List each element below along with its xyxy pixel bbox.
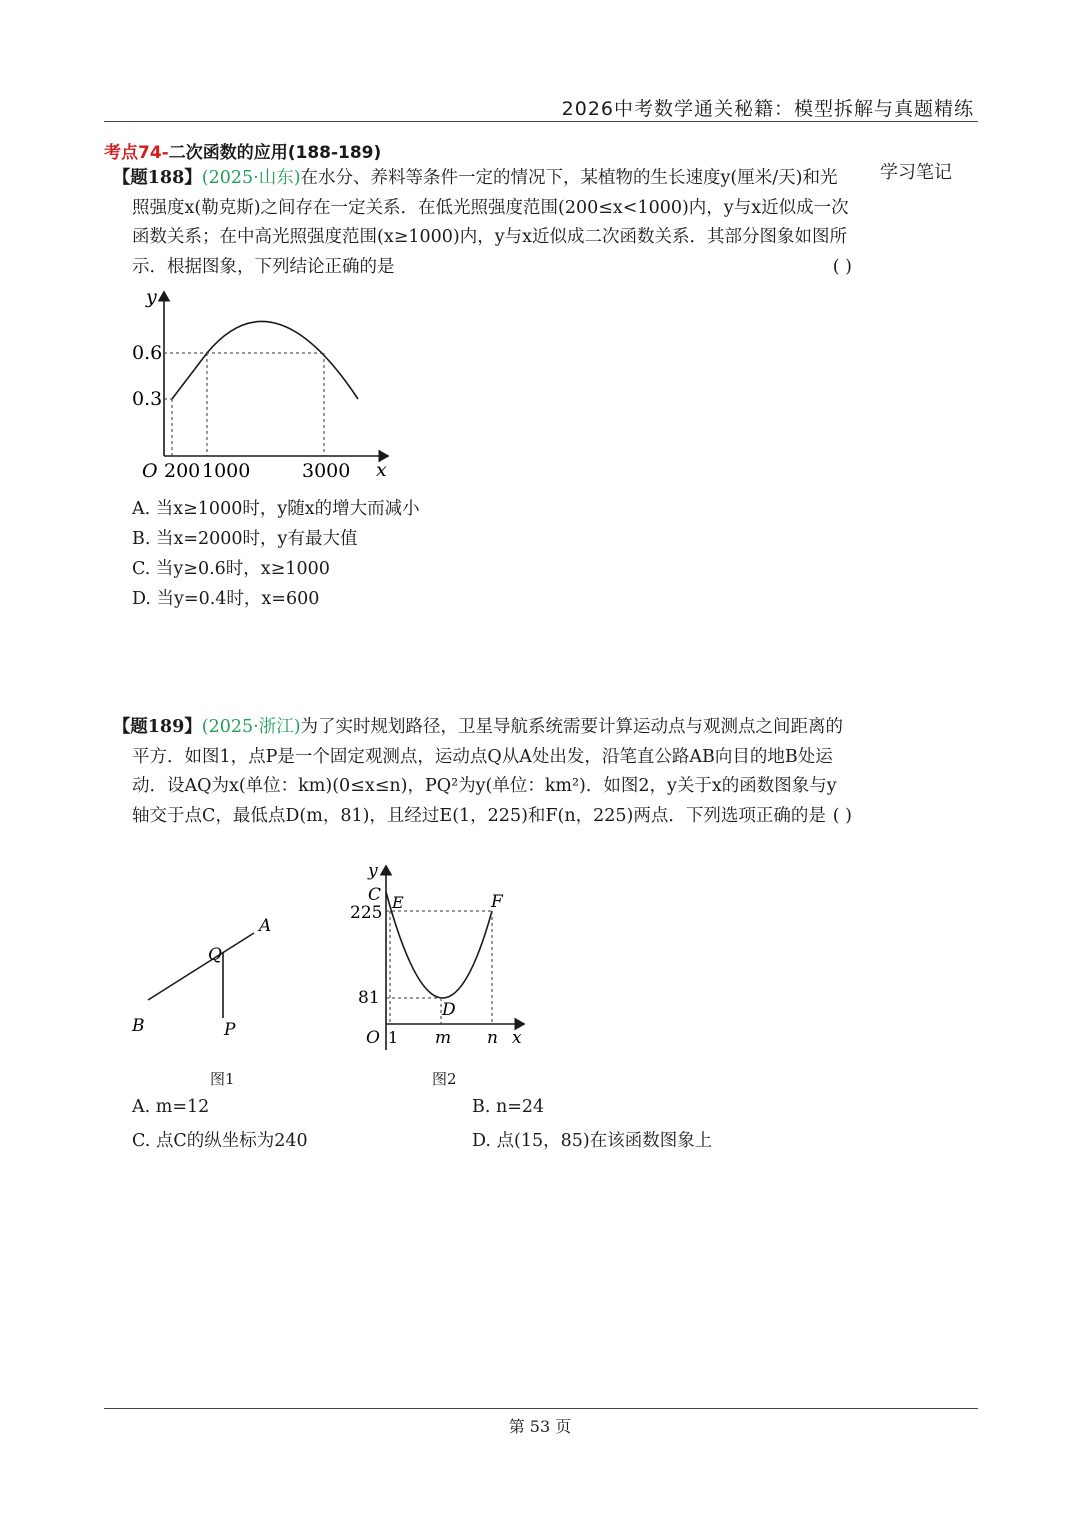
figure-1 — [126, 905, 286, 1040]
question-188-source: (2025·山东) — [201, 168, 301, 188]
y-axis-label: y — [146, 286, 157, 308]
topic-heading — [104, 138, 381, 163]
question-189-source: (2025·浙江) — [201, 717, 301, 737]
x-axis-label: x — [512, 1028, 522, 1048]
q189-option-c[interactable]: C. 点C的纵坐标为240 — [132, 1131, 308, 1151]
question-189-tag: 【题189】 — [112, 717, 202, 737]
q188-option-d[interactable]: D. 当y=0.4时，x=600 — [132, 589, 320, 609]
origin-label: O — [366, 1028, 380, 1048]
question-189 — [104, 713, 852, 831]
x-tick-m: m — [435, 1028, 452, 1048]
topic-label: 考点74- — [104, 143, 169, 163]
point-d-label: D — [442, 1000, 456, 1020]
page-number: 第 53 页 — [508, 1417, 572, 1436]
footer-rule — [104, 1408, 978, 1409]
question-189-stem: 【题189】(2025·浙江)为了实时规划路径，卫星导航系统需要计算运动点与观测点之间距离的平方．如图1，点P是一个固定观测点，运动点Q从A处出发，沿笔直公路AB向目的地B处运动．设AQ为x(单位：km)(0≤x≤n)，PQ²为y(单位：km²)．如图2，y关于x的函数图象与y轴交于点C，最低点D(m，81)，且经过E(1，225)和F(n，225)两点．下列选项正确的是 ( ) — [112, 717, 852, 826]
q189-option-a[interactable]: A. m=12 — [132, 1097, 210, 1117]
x-tick-n: n — [487, 1028, 498, 1048]
q188-option-c[interactable]: C. 当y≥0.6时，x≥1000 — [132, 559, 330, 579]
x-tick-200: 200 — [164, 460, 201, 482]
x-tick-1000: 1000 — [202, 460, 251, 482]
y-tick-0.6: 0.6 — [132, 342, 163, 364]
point-f-label: F — [491, 892, 503, 912]
y-tick-225: 225 — [350, 903, 383, 923]
growth-curve — [172, 321, 358, 399]
q188-option-b[interactable]: B. 当x=2000时，y有最大值 — [132, 529, 358, 549]
graph-188 — [128, 284, 408, 489]
road-ab — [148, 933, 254, 1000]
q189-option-b[interactable]: B. n=24 — [472, 1097, 545, 1117]
study-notes-label: 学习笔记 — [880, 162, 952, 183]
point-e-label: E — [392, 893, 404, 912]
y-axis-label: y — [368, 861, 378, 881]
question-188-tag: 【题188】 — [112, 168, 202, 188]
question-189-text: 为了实时规划路径，卫星导航系统需要计算运动点与观测点之间距离的平方．如图1，点P是一个固定观测点，运动点Q从A处出发，沿笔直公路AB向目的地B处运动．设AQ为x(单位：km)(0≤x≤n)，PQ²为y(单位：km²)．如图2，y关于x的函数图象与y轴交于点C，最低点D(m，81)，且经过E(1，225)和F(n，225)两点．下列选项正确的是 — [132, 717, 844, 826]
book-title: 2026中考数学通关秘籍：模型拆解与真题精练 — [561, 98, 974, 120]
question-188 — [104, 164, 852, 282]
figure-1-caption: 图1 — [210, 1070, 235, 1088]
y-tick-0.3: 0.3 — [132, 388, 163, 410]
x-axis-label: x — [376, 459, 387, 481]
header-rule — [104, 121, 978, 122]
point-c-label: C — [368, 885, 382, 905]
y-tick-81: 81 — [358, 988, 380, 1008]
guide-lines — [164, 353, 324, 456]
origin-label: O — [142, 460, 158, 482]
topic-title: 二次函数的应用(188-189) — [168, 143, 382, 163]
x-tick-3000: 3000 — [302, 460, 351, 482]
point-b-label: B — [132, 1016, 145, 1036]
q188-option-a[interactable]: A. 当x≥1000时，y随x的增大而减小 — [132, 499, 420, 519]
figure-2 — [350, 858, 535, 1053]
question-188-text: 在水分、养料等条件一定的情况下，某植物的生长速度y(厘米/天)和光照强度x(勒克斯)之间存在一定关系．在低光照强度范围(200≤x<1000)内，y与x近似成一次函数关系；在中高光照强度范围(x≥1000)内，y与x近似成二次函数关系．其部分图象如图所示．根据图象，下列结论正确的是 — [132, 168, 849, 277]
q189-option-d[interactable]: D. 点(15，85)在该函数图象上 — [472, 1131, 713, 1151]
point-a-label: A — [259, 916, 272, 936]
figure-2-caption: 图2 — [432, 1070, 457, 1088]
guide-lines — [386, 911, 492, 1024]
point-q-label: Q — [208, 945, 222, 965]
question-188-stem: 【题188】(2025·山东)在水分、养料等条件一定的情况下，某植物的生长速度y(厘米/天)和光照强度x(勒克斯)之间存在一定关系．在低光照强度范围(200≤x<1000)内，y与x近似成一次函数关系；在中高光照强度范围(x≥1000)内，y与x近似成二次函数关系．其部分图象如图所示．根据图象，下列结论正确的是 ( ) — [112, 168, 852, 277]
x-tick-1: 1 — [388, 1028, 399, 1047]
point-p-label: P — [224, 1020, 236, 1040]
